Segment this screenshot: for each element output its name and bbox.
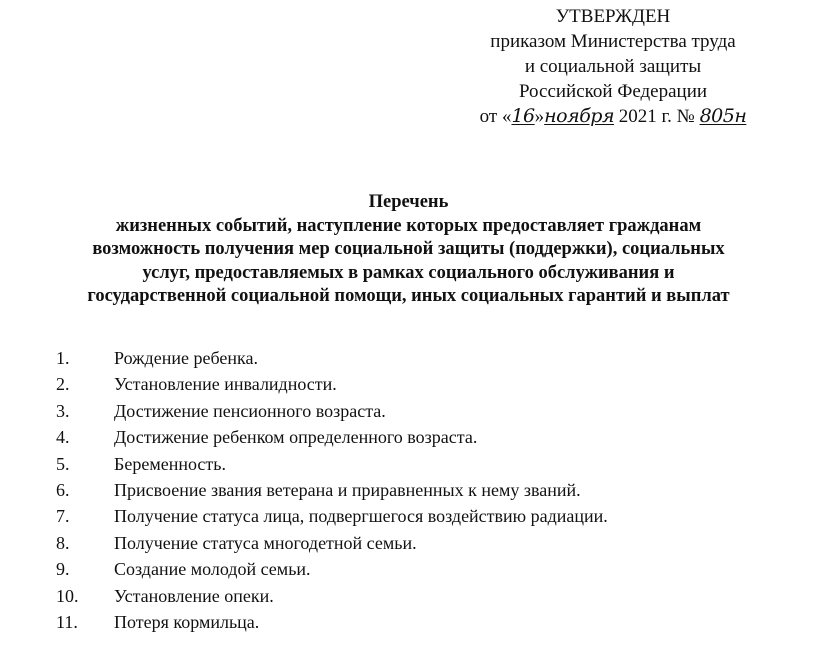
title-line: услуг, предоставляемых в рамках социального обслуживания и bbox=[142, 262, 675, 283]
item-text: Рождение ребенка. bbox=[114, 348, 258, 368]
item-text: Потеря кормильца. bbox=[114, 611, 260, 632]
list-item bbox=[56, 503, 608, 529]
list-item bbox=[56, 530, 608, 556]
document-title bbox=[0, 191, 817, 309]
item-text: Создание молодой семьи. bbox=[114, 559, 311, 580]
item-number: 5. bbox=[56, 453, 70, 474]
item-text: Получение статуса лица, подвергшегося воздействию радиации. bbox=[114, 506, 608, 527]
approval-date-line bbox=[448, 104, 778, 129]
title-line: государственной социальной помощи, иных социальных гарантий и выплат bbox=[87, 286, 730, 306]
item-number: 11. bbox=[56, 611, 78, 632]
list-item bbox=[56, 583, 608, 609]
list-item bbox=[56, 451, 608, 477]
item-number: 1. bbox=[56, 348, 70, 368]
item-text: Беременность. bbox=[114, 453, 226, 474]
item-text: Достижение пенсионного возраста. bbox=[114, 400, 386, 421]
list-item bbox=[56, 609, 608, 635]
date-year: 2021 г. № bbox=[618, 106, 695, 127]
item-number: 3. bbox=[56, 400, 70, 421]
handwritten-month: ноября bbox=[544, 105, 615, 127]
item-number: 2. bbox=[56, 374, 70, 395]
item-number: 7. bbox=[56, 506, 70, 527]
approval-line-ministry: приказом Министерства труда bbox=[490, 31, 736, 52]
title-line: жизненных событий, наступление которых предоставляет гражданам bbox=[115, 215, 702, 236]
approval-heading: УТВЕРЖДЕН bbox=[555, 6, 671, 27]
title-heading: Перечень bbox=[368, 192, 449, 212]
item-text: Присвоение звания ветерана и приравненных к нему званий. bbox=[114, 479, 581, 500]
list-item bbox=[56, 371, 608, 397]
handwritten-order-number: 805н bbox=[699, 105, 747, 127]
item-number: 9. bbox=[56, 559, 70, 580]
item-number: 4. bbox=[56, 427, 70, 448]
approval-line-social: и социальной защиты bbox=[524, 56, 702, 77]
date-day-close: » bbox=[534, 106, 545, 127]
item-number: 8. bbox=[56, 532, 70, 553]
item-text: Получение статуса многодетной семьи. bbox=[114, 532, 417, 553]
list-item bbox=[56, 345, 608, 371]
handwritten-day: 16 bbox=[511, 105, 535, 127]
title-line: возможность получения мер социальной защиты (поддержки), социальных bbox=[92, 239, 725, 259]
list-item bbox=[56, 556, 608, 582]
item-text: Установление опеки. bbox=[114, 585, 274, 606]
approval-stamp-block bbox=[448, 4, 778, 129]
item-number: 10. bbox=[56, 585, 79, 606]
approval-line-federation: Российской Федерации bbox=[518, 81, 708, 102]
list-item bbox=[56, 398, 608, 424]
item-text: Достижение ребенком определенного возраста. bbox=[114, 427, 478, 448]
item-number: 6. bbox=[56, 479, 70, 500]
life-events-list bbox=[56, 345, 608, 635]
item-text: Установление инвалидности. bbox=[114, 374, 337, 395]
date-prefix: от « bbox=[479, 106, 512, 127]
list-item bbox=[56, 424, 608, 450]
list-item bbox=[56, 477, 608, 503]
